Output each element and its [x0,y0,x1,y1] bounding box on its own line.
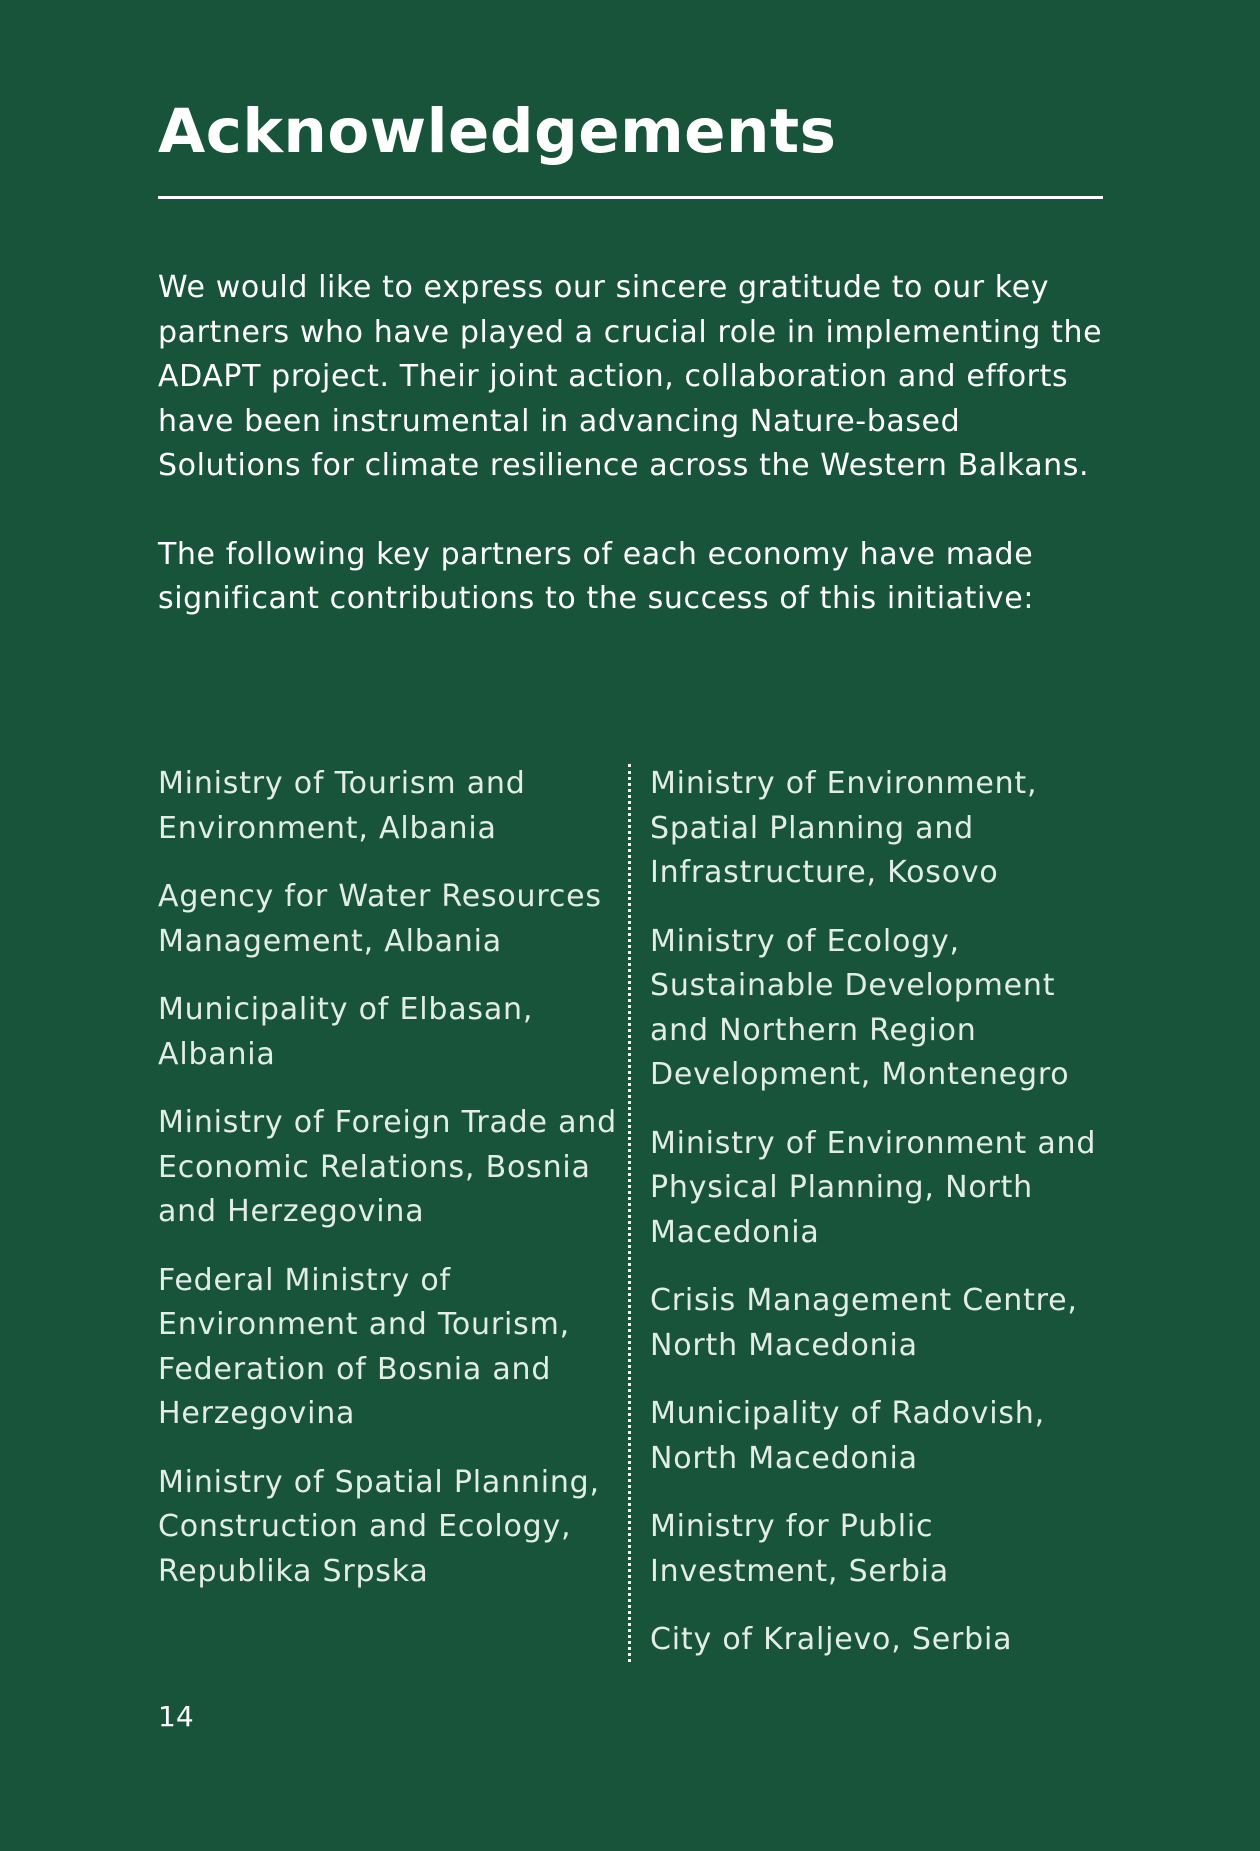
document-page [158,0,1103,1851]
partner-item: Agency for Water Resources Management, Albania [158,879,602,959]
page-number: 14 [158,1700,194,1733]
partner-item: City of Kraljevo, Serbia [650,1622,1013,1657]
partner-item: Ministry of Foreign Trade and Economic Relations, Bosnia and Herzegovina [158,1105,617,1229]
partner-item: Municipality of Radovish, North Macedonia [650,1396,1045,1476]
column-divider [628,764,631,1662]
partner-item: Ministry of Spatial Planning, Construction and Ecology, Republika Srpska [158,1464,600,1589]
partner-item: Municipality of Elbasan, Albania [158,992,534,1072]
partner-item: Ministry of Environment and Physical Planning, North Macedonia [650,1125,1097,1250]
partners-column-left [158,762,623,1618]
title-underline [158,196,1103,199]
partner-item: Ministry for Public Investment, Serbia [650,1509,949,1589]
partner-item: Crisis Management Centre, North Macedonia [650,1283,1078,1363]
page-title: Acknowledgements [158,96,837,167]
partners-list [158,762,1103,1662]
intro-text [158,266,1103,666]
partner-item: Ministry of Environment, Spatial Planning and Infrastructure, Kosovo [650,766,1038,890]
partner-item: Federal Ministry of Environment and Tourism, Federation of Bosnia and Herzegovina [158,1262,570,1431]
partner-item: Ministry of Tourism and Environment, Albania [158,766,526,846]
intro-paragraph-partners: The following key partners of each economy have made significant contributions to the success of this initiative: [158,536,1035,616]
partners-column-right [650,762,1110,1687]
intro-paragraph-gratitude: We would like to express our sincere gratitude to our key partners who have played a crucial role in implementing the ADAPT project. Their joint action, collaboration and efforts have been instrumental in advancing Nature-based Solutions for climate resilience across the Western Balkans. [158,270,1103,483]
partner-item: Ministry of Ecology, Sustainable Development and Northern Region Development, Montenegro [650,923,1070,1092]
